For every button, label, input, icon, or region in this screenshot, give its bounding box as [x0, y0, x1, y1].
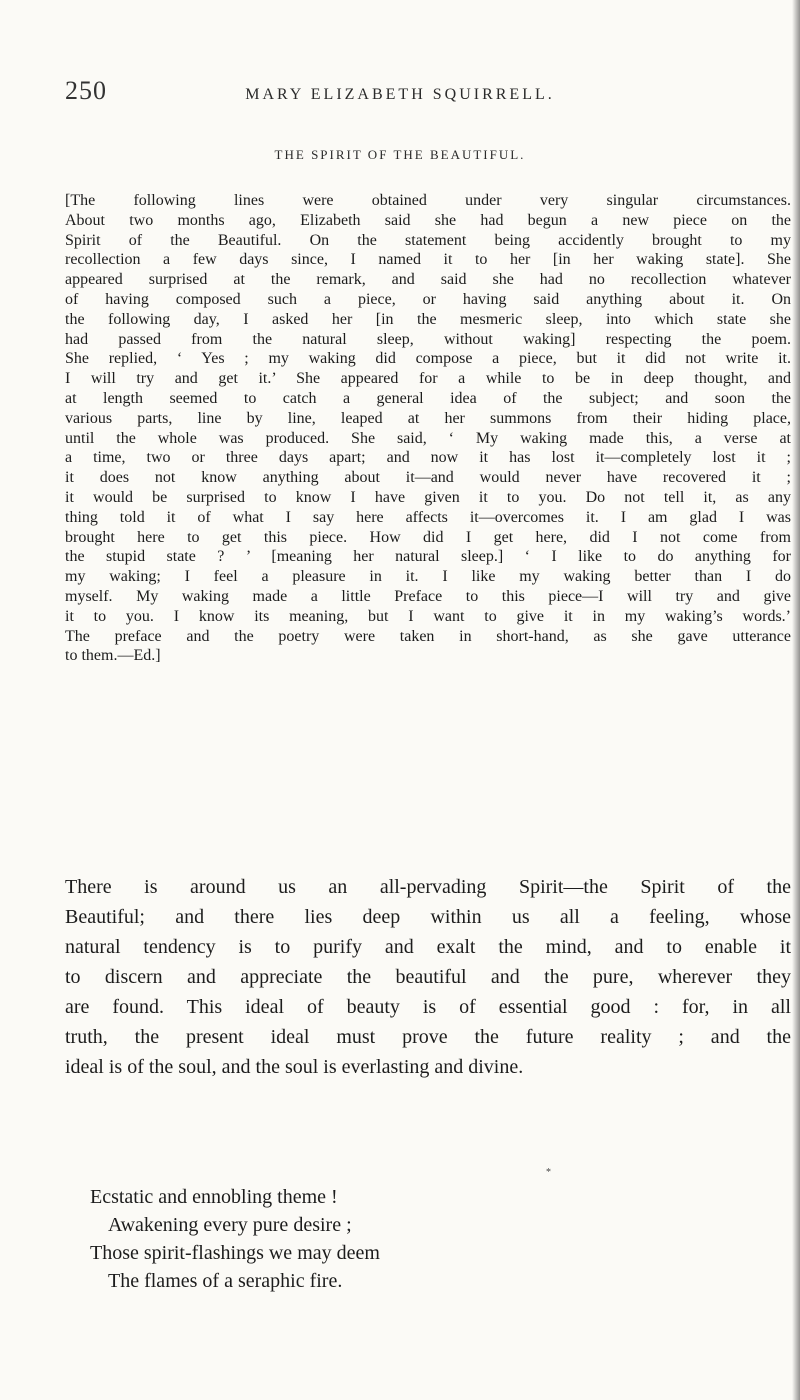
poem-line: The flames of a seraphic fire. [108, 1270, 343, 1292]
poem-line: Ecstatic and ennobling theme ! [90, 1186, 338, 1208]
preface-line: Beautiful; and there lies deep within us all a feeling, whose [65, 906, 791, 928]
page-edge-shadow [792, 0, 800, 1400]
preface-line: ideal is of the soul, and the soul is everlasting and divine. [65, 1056, 524, 1078]
editor-note-line: The preface and the poetry were taken in short-hand, as she gave utterance [65, 627, 791, 645]
editor-note-line: various parts, line by line, leaped at her summons from their hiding place, [65, 409, 791, 427]
section-title: THE SPIRIT OF THE BEAUTIFUL. [274, 147, 526, 162]
editor-note-line: thing told it of what I say here affects it—overcomes it. I am glad I was [65, 508, 791, 526]
editor-note-line: She replied, ‘ Yes ; my waking did compose a piece, but it did not write it. [65, 350, 791, 368]
editor-note [65, 191, 791, 666]
poem-line: Those spirit-flashings we may deem [90, 1242, 380, 1264]
editor-note-line: at length seemed to catch a general idea of the subject; and soon the [65, 389, 791, 407]
editor-note-line: to them.—Ed.] [65, 647, 161, 665]
editor-note-line: recollection a few days since, I named it to her [in her waking state]. She [65, 251, 791, 269]
editor-note-line: had passed from the natural sleep, without waking] respecting the poem. [65, 330, 791, 348]
preface-line: to discern and appreciate the beautiful and the pure, wherever they [65, 966, 791, 988]
editor-note-line: [The following lines were obtained under very singular circumstances. [65, 192, 791, 209]
editor-note-line: Spirit of the Beautiful. On the statement being accidently brought to my [65, 231, 791, 249]
poem-stanza [90, 1183, 380, 1295]
editor-note-line: it would be surprised to know I have given it to you. Do not tell it, as any [65, 488, 791, 506]
editor-note-line: my waking; I feel a pleasure in it. I like my waking better than I do [65, 568, 791, 586]
editor-note-line: it to you. I know its meaning, but I want to give it in my waking’s words.’ [65, 607, 791, 625]
poem-line: Awakening every pure desire ; [108, 1214, 352, 1236]
page-number: 250 [65, 76, 107, 105]
preface-line: natural tendency is to purify and exalt the mind, and to enable it [65, 936, 791, 958]
ornament-mark: * [546, 1167, 551, 1178]
editor-note-line: About two months ago, Elizabeth said she had begun a new piece on the [65, 211, 791, 229]
preface-line: truth, the present ideal must prove the future reality ; and the [65, 1026, 791, 1048]
preface-paragraph [65, 872, 791, 1082]
preface-line: There is around us an all-pervading Spirit—the Spirit of the [65, 876, 791, 898]
editor-note-line: the stupid state ? ’ [meaning her natural sleep.] ‘ I like to do anything for [65, 548, 791, 566]
editor-note-line: I will try and get it.’ She appeared for a while to be in deep thought, and [65, 370, 791, 388]
editor-note-line: myself. My waking made a little Preface to this piece—I will try and give [65, 587, 791, 605]
editor-note-line: a time, two or three days apart; and now it has lost it—completely lost it ; [65, 449, 791, 467]
editor-note-line: appeared surprised at the remark, and said she had no recollection whatever [65, 271, 791, 289]
editor-note-line: the following day, I asked her [in the mesmeric sleep, into which state she [65, 310, 791, 328]
editor-note-line: it does not know anything about it—and would never have recovered it ; [65, 469, 791, 487]
editor-note-line: brought here to get this piece. How did I get here, did I not come from [65, 528, 791, 546]
preface-line: are found. This ideal of beauty is of essential good : for, in all [65, 996, 791, 1018]
editor-note-line: until the whole was produced. She said, ‘ My waking made this, a verse at [65, 429, 791, 447]
editor-note-line: of having composed such a piece, or having said anything about it. On [65, 290, 791, 308]
running-head: MARY ELIZABETH SQUIRRELL. [245, 86, 555, 103]
